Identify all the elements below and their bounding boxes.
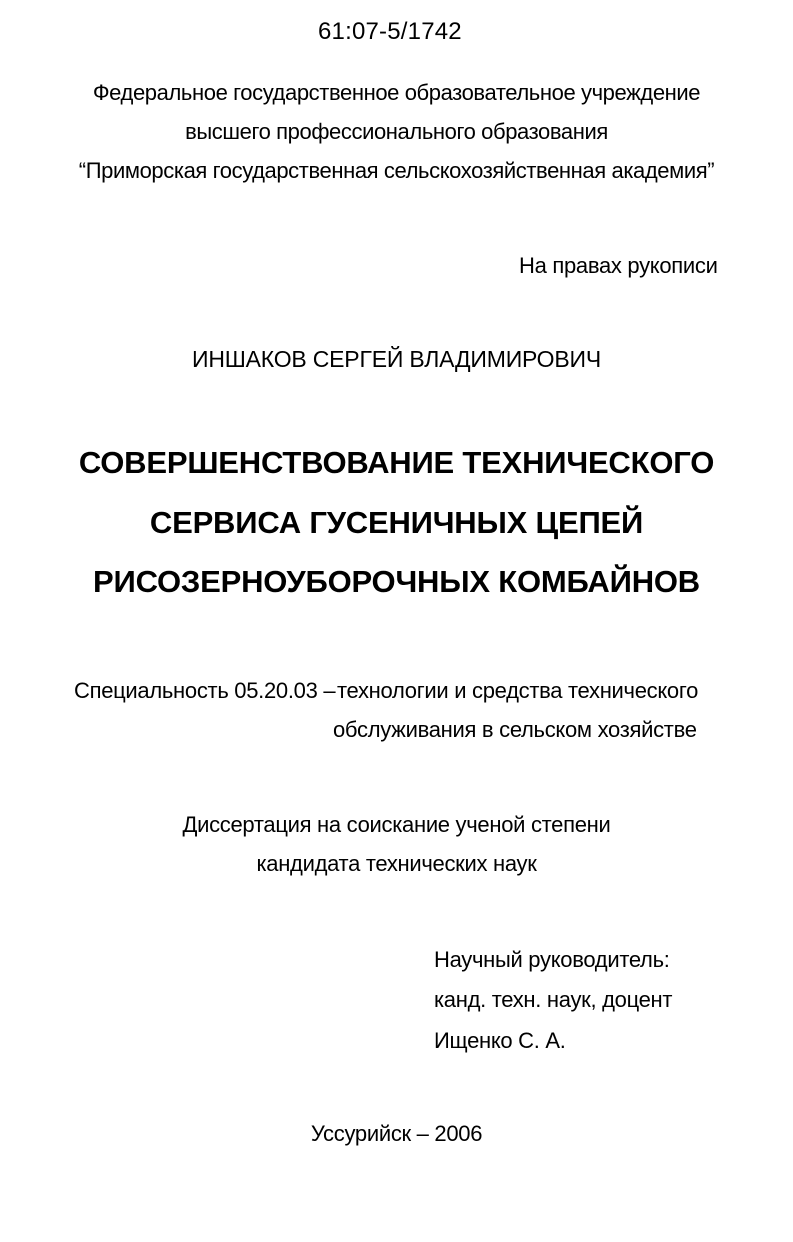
degree-line-2: кандидата технических наук (256, 851, 537, 876)
archive-code: 61:07-5/1742 (318, 18, 462, 45)
supervisor-label: Научный руководитель: (434, 947, 670, 972)
institution-line-1: Федеральное государственное образовательное учреждение (92, 80, 701, 105)
specialty-line-1: технологии и средства технического (337, 678, 699, 703)
institution-line-3: “Приморская государственная сельскохозяйственная академия” (78, 158, 715, 183)
title-line-2: СЕРВИСА ГУСЕНИЧНЫХ ЦЕПЕЙ (149, 505, 644, 540)
author-name: ИНШАКОВ СЕРГЕЙ ВЛАДИМИРОВИЧ (192, 346, 601, 372)
title-line-1: СОВЕРШЕНСТВОВАНИЕ ТЕХНИЧЕСКОГО (78, 445, 715, 480)
place-year: Уссурийск – 2006 (310, 1121, 483, 1146)
title-line-3: РИСОЗЕРНОУБОРОЧНЫХ КОМБАЙНОВ (93, 564, 700, 599)
supervisor-degree: канд. техн. наук, доцент (434, 987, 673, 1012)
specialty-label: Специальность 05.20.03 – (74, 678, 336, 703)
manuscript-rights: На правах рукописи (519, 253, 718, 278)
institution-line-2: высшего профессионального образования (185, 119, 608, 144)
degree-line-1: Диссертация на соискание ученой степени (182, 812, 611, 837)
specialty-line-2: обслуживания в сельском хозяйстве (333, 717, 697, 742)
supervisor-name: Ищенко С. А. (434, 1028, 566, 1053)
